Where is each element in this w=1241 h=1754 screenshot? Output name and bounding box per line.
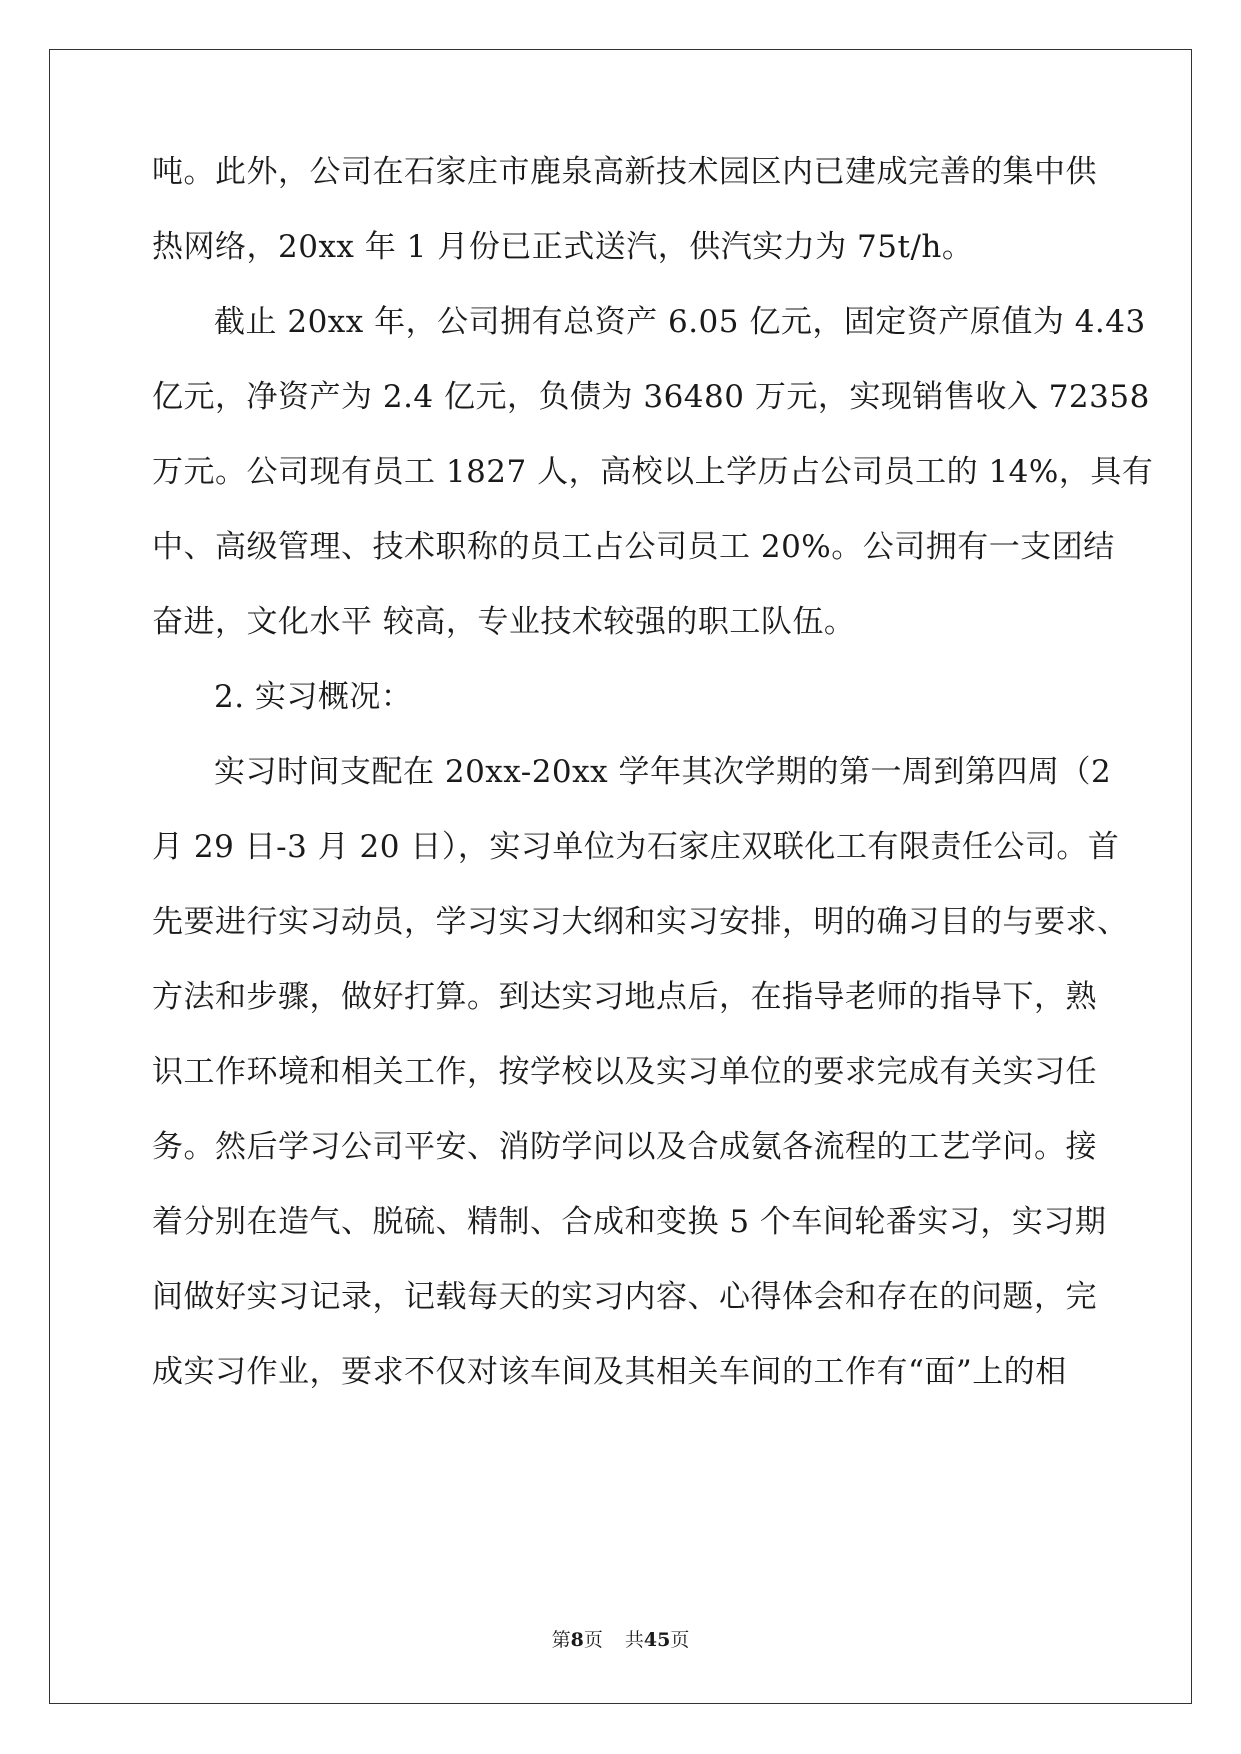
paragraph-line: 识工作环境和相关工作，按学校以及实习单位的要求完成有关实习任	[152, 1054, 1097, 1090]
section-heading: 2. 实习概况：	[214, 679, 413, 715]
total-prefix: 共	[624, 1629, 644, 1651]
paragraph-line: 务。然后学习公司平安、消防学问以及合成氨各流程的工艺学问。接	[152, 1129, 1097, 1165]
page-prefix: 第	[551, 1629, 571, 1651]
paragraph-line: 吨。此外，公司在石家庄市鹿泉高新技术园区内已建成完善的集中供	[152, 154, 1097, 190]
paragraph-line: 热网络，20xx 年 1 月份已正式送汽，供汽实力为 75t/h。	[152, 229, 974, 265]
paragraph-line: 月 29 日-3 月 20 日），实习单位为石家庄双联化工有限责任公司。首	[152, 829, 1120, 865]
total-suffix: 页	[670, 1629, 690, 1651]
paragraph-line: 奋进，文化水平 较高，专业技术较强的职工队伍。	[152, 604, 856, 640]
paragraph-line: 实习时间支配在 20xx-20xx 学年其次学期的第一周到第四周（2	[214, 754, 1112, 790]
paragraph-line: 着分别在造气、脱硫、精制、合成和变换 5 个车间轮番实习，实习期	[152, 1204, 1107, 1240]
page-footer	[0, 1628, 1241, 1652]
paragraph-line: 亿元，净资产为 2.4 亿元，负债为 36480 万元，实现销售收入 72358	[152, 379, 1150, 415]
paragraph-line: 万元。公司现有员工 1827 人，高校以上学历占公司员工的 14%，具有	[152, 454, 1154, 490]
paragraph-line: 截止 20xx 年，公司拥有总资产 6.05 亿元，固定资产原值为 4.43	[214, 304, 1146, 340]
paragraph-line: 成实习作业，要求不仅对该车间及其相关车间的工作有“面”上的相	[152, 1354, 1067, 1390]
page-number: 8	[570, 1629, 584, 1651]
page-border	[49, 49, 1192, 1704]
paragraph-line: 方法和步骤，做好打算。到达实习地点后，在指导老师的指导下，熟	[152, 979, 1097, 1015]
paragraph-line: 间做好实习记录，记载每天的实习内容、心得体会和存在的问题，完	[152, 1279, 1097, 1315]
paragraph-line: 先要进行实习动员，学习实习大纲和实习安排，明的确习目的与要求、	[152, 904, 1129, 940]
paragraph-line: 中、高级管理、技术职称的员工占公司员工 20%。公司拥有一支团结	[152, 529, 1115, 565]
total-pages: 45	[643, 1629, 671, 1651]
page-suffix: 页	[583, 1629, 603, 1651]
